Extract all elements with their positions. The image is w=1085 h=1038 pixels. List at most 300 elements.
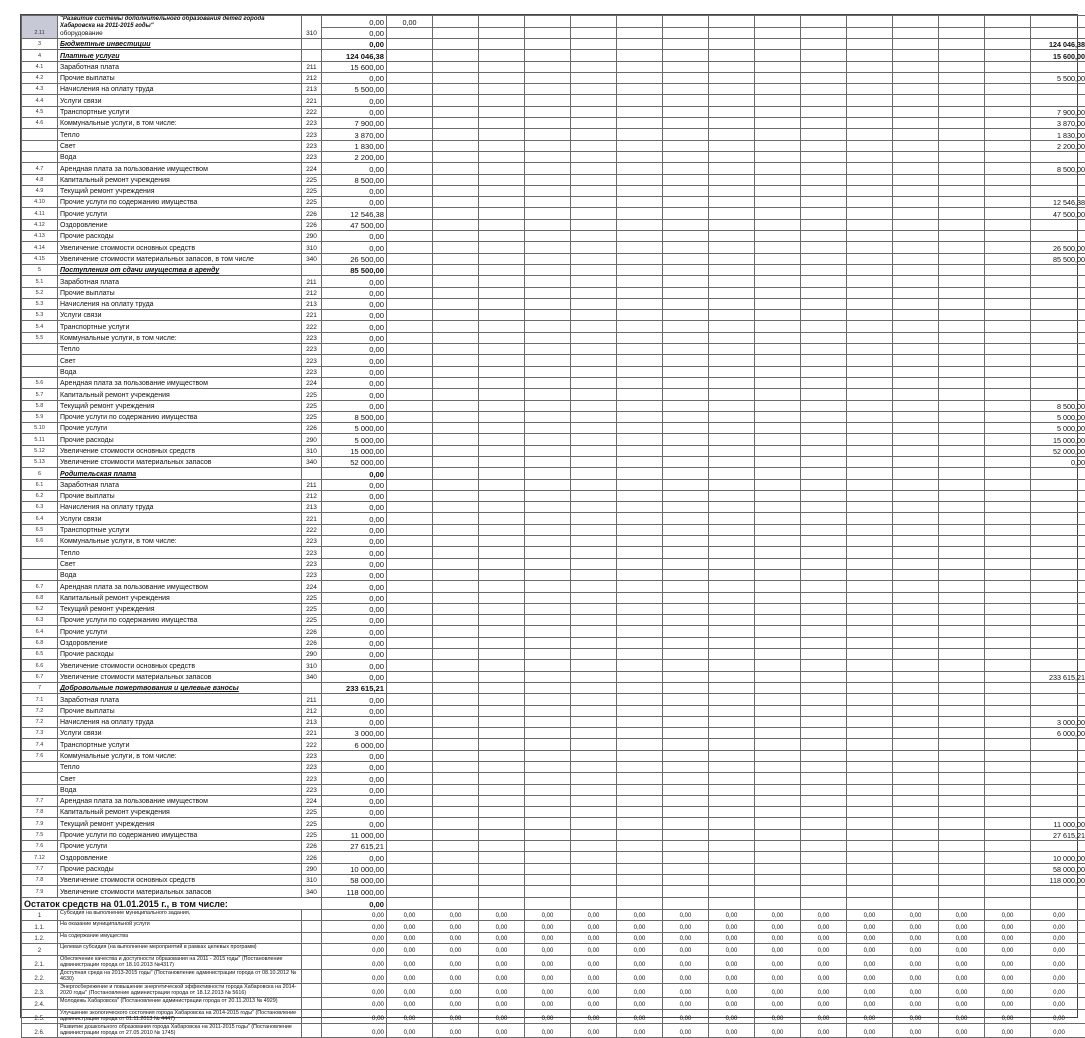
residue-value: 0,00 xyxy=(479,969,525,983)
empty-cell xyxy=(985,84,1031,95)
empty-cell xyxy=(663,897,709,909)
empty-cell xyxy=(433,750,479,761)
empty-cell xyxy=(939,400,985,411)
empty-cell xyxy=(709,807,755,818)
row-code: 213 xyxy=(302,84,322,95)
empty-cell xyxy=(709,502,755,513)
empty-cell xyxy=(617,818,663,829)
table-row xyxy=(22,377,1085,388)
empty-cell xyxy=(985,852,1031,863)
row-sum: 27 615,21 xyxy=(322,841,387,852)
row-num: 5.3 xyxy=(22,310,58,321)
table-row xyxy=(22,886,1085,897)
empty-cell xyxy=(801,649,847,660)
empty-cell xyxy=(985,287,1031,298)
empty-cell xyxy=(939,829,985,840)
empty-cell xyxy=(525,468,571,479)
empty-cell xyxy=(755,242,801,253)
empty-cell xyxy=(939,377,985,388)
empty-cell xyxy=(387,456,433,467)
empty-cell xyxy=(663,129,709,140)
residue-value: 0,00 xyxy=(893,944,939,956)
empty-cell xyxy=(709,773,755,784)
empty-cell xyxy=(755,95,801,106)
empty-cell xyxy=(985,95,1031,106)
empty-cell xyxy=(525,897,571,909)
row-num: 7.8 xyxy=(22,874,58,885)
table-row xyxy=(22,287,1085,298)
empty-cell xyxy=(571,208,617,219)
table-row xyxy=(22,626,1085,637)
empty-cell xyxy=(525,637,571,648)
empty-cell xyxy=(571,140,617,151)
empty-cell xyxy=(525,705,571,716)
table-row xyxy=(22,841,1085,852)
empty-cell xyxy=(571,479,617,490)
table-row xyxy=(22,400,1085,411)
row-num xyxy=(22,129,58,140)
residue-value: 0,00 xyxy=(1031,969,1085,983)
empty-cell xyxy=(801,863,847,874)
empty-cell xyxy=(939,807,985,818)
empty-cell xyxy=(571,728,617,739)
empty-cell xyxy=(893,208,939,219)
total-title: Остаток средств на 01.01.2015 г., в том числе: xyxy=(22,897,322,909)
empty-cell xyxy=(985,807,1031,818)
row-name: Увеличение стоимости материальных запасов, в том числе xyxy=(58,253,302,264)
empty-cell xyxy=(387,581,433,592)
residue-value: 0,00 xyxy=(433,969,479,983)
empty-cell xyxy=(571,332,617,343)
empty-cell xyxy=(663,39,709,50)
empty-cell xyxy=(479,897,525,909)
residue-value: 0,00 xyxy=(755,997,801,1009)
table-row xyxy=(22,863,1085,874)
empty-cell xyxy=(433,615,479,626)
row-right-sum: 6 000,00 xyxy=(1031,728,1085,739)
residue-value: 0,00 xyxy=(663,983,709,997)
empty-cell xyxy=(801,344,847,355)
empty-cell xyxy=(985,174,1031,185)
residue-value: 0,00 xyxy=(479,909,525,921)
empty-cell xyxy=(525,592,571,603)
row-sum: 0,00 xyxy=(322,242,387,253)
residue-row xyxy=(22,997,1085,1009)
row-name: Арендная плата за пользование имуществом xyxy=(58,581,302,592)
row-sum: 0,00 xyxy=(322,389,387,400)
empty-cell xyxy=(525,773,571,784)
empty-cell xyxy=(617,423,663,434)
empty-cell xyxy=(709,39,755,50)
empty-cell xyxy=(847,807,893,818)
row-num: 5.11 xyxy=(22,434,58,445)
row-right-sum: 11 000,00 xyxy=(1031,818,1085,829)
row-code: 226 xyxy=(302,637,322,648)
empty-cell xyxy=(847,841,893,852)
empty-cell xyxy=(525,423,571,434)
empty-cell xyxy=(525,829,571,840)
row-code: 221 xyxy=(302,95,322,106)
row-sum: 0,00 xyxy=(322,366,387,377)
empty-cell xyxy=(939,637,985,648)
empty-cell xyxy=(893,479,939,490)
empty-cell xyxy=(985,841,1031,852)
table-row xyxy=(22,581,1085,592)
empty-cell xyxy=(847,649,893,660)
empty-cell xyxy=(617,569,663,580)
table-row xyxy=(22,637,1085,648)
empty-cell xyxy=(479,490,525,501)
empty-cell xyxy=(617,728,663,739)
empty-cell xyxy=(571,468,617,479)
residue-row xyxy=(22,1009,1085,1023)
head-sum-1: 0,00 xyxy=(322,16,387,28)
table-row xyxy=(22,298,1085,309)
empty-cell xyxy=(663,219,709,230)
empty-cell xyxy=(709,637,755,648)
empty-cell xyxy=(939,298,985,309)
empty-cell xyxy=(755,581,801,592)
residue-value: 0,00 xyxy=(433,909,479,921)
row-name: Свет xyxy=(58,140,302,151)
empty-cell xyxy=(571,253,617,264)
empty-cell xyxy=(663,863,709,874)
empty-cell xyxy=(801,287,847,298)
empty-cell xyxy=(433,682,479,693)
row-code: 340 xyxy=(302,886,322,897)
empty-cell xyxy=(525,818,571,829)
row-sum: 0,00 xyxy=(322,558,387,569)
empty-cell xyxy=(755,603,801,614)
row-right-sum xyxy=(1031,174,1085,185)
table-row xyxy=(22,50,1085,61)
residue-value: 0,00 xyxy=(387,944,433,956)
empty-cell xyxy=(571,863,617,874)
empty-cell xyxy=(617,502,663,513)
empty-cell xyxy=(617,298,663,309)
empty-cell xyxy=(571,174,617,185)
residue-value: 0,00 xyxy=(663,932,709,944)
row-name: Тепло xyxy=(58,344,302,355)
row-name: Тепло xyxy=(58,762,302,773)
empty-cell xyxy=(433,490,479,501)
row-name: Прочие услуги xyxy=(58,208,302,219)
empty-cell xyxy=(387,649,433,660)
empty-cell xyxy=(433,84,479,95)
row-name: Начисления на оплату труда xyxy=(58,716,302,727)
row-sum: 0,00 xyxy=(322,716,387,727)
empty-cell xyxy=(617,208,663,219)
empty-cell xyxy=(571,897,617,909)
empty-cell xyxy=(663,547,709,558)
table-row xyxy=(22,264,1085,275)
empty-cell xyxy=(663,423,709,434)
empty-cell xyxy=(663,513,709,524)
empty-cell xyxy=(571,84,617,95)
empty-cell xyxy=(663,558,709,569)
row-right-sum: 0,00 xyxy=(1031,456,1085,467)
empty-cell xyxy=(433,61,479,72)
residue-value: 0,00 xyxy=(1031,932,1085,944)
empty-cell xyxy=(939,84,985,95)
empty-cell xyxy=(755,456,801,467)
empty-cell xyxy=(893,197,939,208)
empty-cell xyxy=(617,649,663,660)
row-code: 223 xyxy=(302,536,322,547)
empty-cell xyxy=(433,863,479,874)
row-name: Коммунальные услуги, в том числе: xyxy=(58,750,302,761)
empty-cell xyxy=(525,739,571,750)
empty-cell xyxy=(387,795,433,806)
empty-cell xyxy=(893,490,939,501)
empty-cell xyxy=(387,197,433,208)
row-code: 223 xyxy=(302,355,322,366)
empty-cell xyxy=(801,174,847,185)
residue-value: 0,00 xyxy=(755,932,801,944)
row-right-sum: 3 000,00 xyxy=(1031,716,1085,727)
empty-cell xyxy=(525,445,571,456)
residue-num: 1.2. xyxy=(22,932,58,944)
empty-cell xyxy=(801,682,847,693)
empty-cell xyxy=(847,569,893,580)
residue-value: 0,00 xyxy=(709,983,755,997)
row-name: Свет xyxy=(58,773,302,784)
residue-value: 0,00 xyxy=(801,932,847,944)
empty-cell xyxy=(801,264,847,275)
empty-cell xyxy=(617,558,663,569)
row-code: 223 xyxy=(302,332,322,343)
residue-row xyxy=(22,983,1085,997)
row-sum: 0,00 xyxy=(322,95,387,106)
table-row xyxy=(22,174,1085,185)
empty-cell xyxy=(433,558,479,569)
empty-cell xyxy=(801,490,847,501)
row-name: Текущий ремонт учреждения xyxy=(58,185,302,196)
empty-cell xyxy=(755,841,801,852)
empty-cell xyxy=(663,264,709,275)
empty-cell xyxy=(387,151,433,162)
row-num: 7.8 xyxy=(22,807,58,818)
empty-cell xyxy=(847,626,893,637)
row-name: Услуги связи xyxy=(58,513,302,524)
row-sum: 0,00 xyxy=(322,569,387,580)
empty-cell xyxy=(479,739,525,750)
residue-num: 1 xyxy=(22,909,58,921)
empty-cell xyxy=(479,626,525,637)
empty-cell xyxy=(985,264,1031,275)
empty-cell xyxy=(709,389,755,400)
empty-cell xyxy=(755,197,801,208)
row-sum: 0,00 xyxy=(322,72,387,83)
table-row xyxy=(22,84,1085,95)
row-num: 6.6 xyxy=(22,536,58,547)
empty-cell xyxy=(525,344,571,355)
empty-cell xyxy=(709,287,755,298)
empty-cell xyxy=(479,818,525,829)
row-sum: 1 830,00 xyxy=(322,140,387,151)
empty-cell xyxy=(985,231,1031,242)
empty-cell xyxy=(985,649,1031,660)
empty-cell xyxy=(847,468,893,479)
residue-value: 0,00 xyxy=(387,1009,433,1023)
empty-cell xyxy=(387,332,433,343)
empty-cell xyxy=(801,106,847,117)
table-row xyxy=(22,671,1085,682)
row-code: 222 xyxy=(302,739,322,750)
empty-cell xyxy=(479,106,525,117)
row-name: Прочие выплаты xyxy=(58,287,302,298)
empty-cell xyxy=(847,852,893,863)
empty-cell xyxy=(387,502,433,513)
empty-cell xyxy=(617,784,663,795)
row-name: Прочие выплаты xyxy=(58,490,302,501)
empty-cell xyxy=(709,886,755,897)
empty-cell xyxy=(847,140,893,151)
residue-value: 0,00 xyxy=(939,909,985,921)
empty-cell xyxy=(479,694,525,705)
empty-cell xyxy=(525,118,571,129)
row-right-sum xyxy=(1031,513,1085,524)
empty-cell xyxy=(893,456,939,467)
head-code: 310 xyxy=(302,16,322,39)
row-code: 212 xyxy=(302,705,322,716)
row-right-sum: 2 200,00 xyxy=(1031,140,1085,151)
row-right-sum: 5 000,00 xyxy=(1031,411,1085,422)
empty-cell xyxy=(985,72,1031,83)
row-sum: 0,00 xyxy=(322,773,387,784)
residue-value: 0,00 xyxy=(939,921,985,933)
residue-value: 0,00 xyxy=(755,944,801,956)
empty-cell xyxy=(663,841,709,852)
residue-value: 0,00 xyxy=(617,955,663,969)
empty-cell xyxy=(571,705,617,716)
empty-cell xyxy=(433,874,479,885)
empty-cell xyxy=(709,84,755,95)
empty-cell xyxy=(847,829,893,840)
empty-cell xyxy=(479,524,525,535)
empty-cell xyxy=(847,705,893,716)
empty-cell xyxy=(433,276,479,287)
empty-cell xyxy=(939,411,985,422)
empty-cell xyxy=(571,276,617,287)
empty-cell xyxy=(525,298,571,309)
table-row xyxy=(22,852,1085,863)
empty-cell xyxy=(571,886,617,897)
empty-cell xyxy=(801,50,847,61)
empty-cell xyxy=(525,524,571,535)
empty-cell xyxy=(893,558,939,569)
empty-cell xyxy=(985,366,1031,377)
empty-cell xyxy=(893,660,939,671)
empty-cell xyxy=(663,332,709,343)
empty-cell xyxy=(801,536,847,547)
empty-cell xyxy=(709,377,755,388)
row-code: 310 xyxy=(302,242,322,253)
empty-cell xyxy=(893,84,939,95)
empty-cell xyxy=(893,366,939,377)
residue-code xyxy=(302,997,322,1009)
empty-cell xyxy=(893,344,939,355)
empty-cell xyxy=(893,863,939,874)
residue-value: 0,00 xyxy=(893,969,939,983)
empty-cell xyxy=(939,728,985,739)
empty-cell xyxy=(617,762,663,773)
empty-cell xyxy=(939,716,985,727)
row-sum: 3 870,00 xyxy=(322,129,387,140)
empty-cell xyxy=(985,253,1031,264)
empty-cell xyxy=(709,513,755,524)
residue-code xyxy=(302,932,322,944)
empty-cell xyxy=(525,185,571,196)
empty-cell xyxy=(847,637,893,648)
table-row xyxy=(22,705,1085,716)
row-num: 5.6 xyxy=(22,377,58,388)
empty-cell xyxy=(709,694,755,705)
empty-cell xyxy=(709,626,755,637)
row-sum: 58 000,00 xyxy=(322,874,387,885)
table-row xyxy=(22,434,1085,445)
empty-cell xyxy=(801,332,847,343)
empty-cell xyxy=(433,456,479,467)
empty-cell xyxy=(985,716,1031,727)
row-code: 340 xyxy=(302,671,322,682)
residue-name: Энергосбережение и повышение энергетической эффективности города Хабаровска на 2014-2020 годы" (Постановление администрации города от 18.12.2013 № 5616) xyxy=(58,983,302,997)
empty-cell xyxy=(571,569,617,580)
empty-cell xyxy=(893,897,939,909)
row-name: Увеличение стоимости основных средств xyxy=(58,874,302,885)
row-code: 223 xyxy=(302,129,322,140)
empty-cell xyxy=(571,682,617,693)
empty-cell xyxy=(939,784,985,795)
row-code: 290 xyxy=(302,231,322,242)
row-right-sum xyxy=(1031,750,1085,761)
empty-cell xyxy=(571,242,617,253)
empty-cell xyxy=(433,524,479,535)
empty-cell xyxy=(985,818,1031,829)
empty-cell xyxy=(525,784,571,795)
row-num xyxy=(22,140,58,151)
empty-cell xyxy=(801,762,847,773)
empty-cell xyxy=(525,411,571,422)
empty-cell xyxy=(433,50,479,61)
row-num: 6.7 xyxy=(22,671,58,682)
row-num: 6.3 xyxy=(22,502,58,513)
empty-cell xyxy=(525,434,571,445)
empty-cell xyxy=(709,208,755,219)
row-right-sum xyxy=(1031,558,1085,569)
row-right-sum: 10 000,00 xyxy=(1031,852,1085,863)
row-num: 6.5 xyxy=(22,649,58,660)
empty-cell xyxy=(617,129,663,140)
table-row xyxy=(22,332,1085,343)
empty-cell xyxy=(571,750,617,761)
empty-cell xyxy=(939,389,985,400)
empty-cell xyxy=(847,863,893,874)
empty-cell xyxy=(617,490,663,501)
empty-cell xyxy=(433,818,479,829)
empty-cell xyxy=(387,716,433,727)
empty-cell xyxy=(709,829,755,840)
empty-cell xyxy=(571,603,617,614)
residue-value: 0,00 xyxy=(939,983,985,997)
empty-cell xyxy=(709,264,755,275)
empty-cell xyxy=(525,603,571,614)
empty-cell xyxy=(387,264,433,275)
row-code: 225 xyxy=(302,592,322,603)
row-right-sum xyxy=(1031,321,1085,332)
empty-cell xyxy=(801,298,847,309)
residue-name: Улучшение экологического состояния города Хабаровска на 2014-2015 годы" (Постановление администрации города от 01.11.2013 № 4447) xyxy=(58,1009,302,1023)
